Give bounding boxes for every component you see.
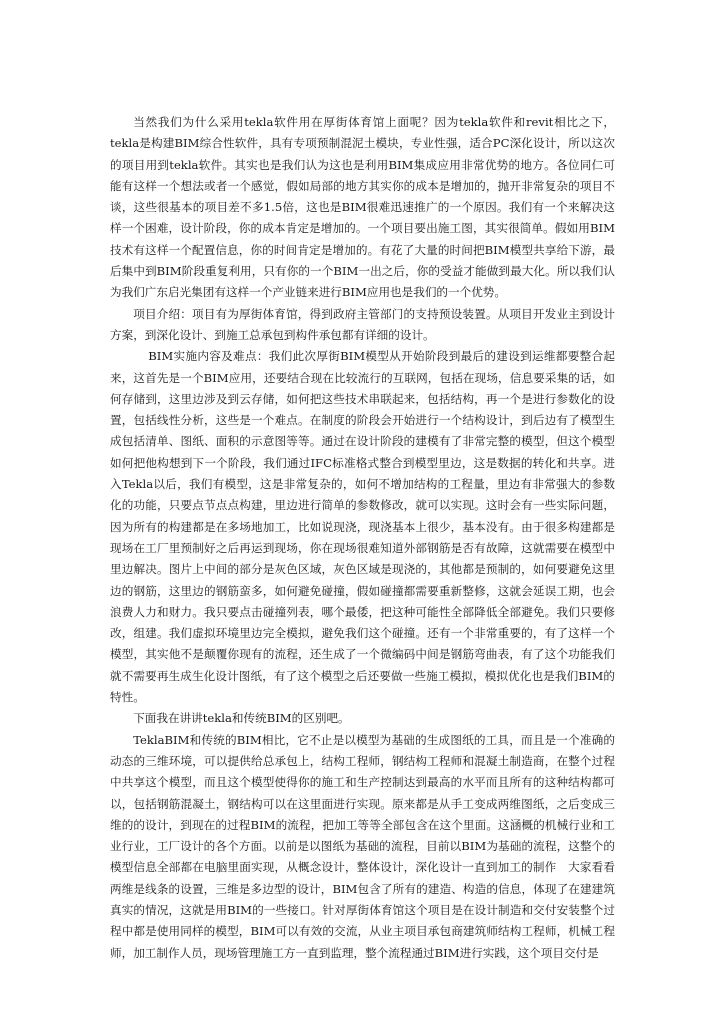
paragraph-project-intro: 项目介绍：项目有为厚街体育馆，得到政府主管部门的支持预设装置。从项目开发业主到设计方案，到深化设计、到施工总承包到构件承包都有详细的设计。	[110, 306, 615, 342]
paragraph-section-transition: 下面我在讲讲tekla和传统BIM的区别吧。	[133, 711, 350, 726]
paragraph-bim-implementation: BIM实施内容及难点：我们此次厚街BIM模型从开始阶段到最后的建设到运维都要整合起来，这首先是一个BIM应用，还要结合现在比较流行的互联网，包括在现场，信息要采集的话，如何存储到，这里边涉及到云存储，如何把这些技术串联起来，包括结构，再一个是进行参数化的设置，包括线性分析，这些是一个难点。在制度的阶段会开始进行一个结构设计，到后边有了模型生成包括清单、图纸、面积的示意图等等。通过在设计阶段的建模有了非常完整的模型，但这个模型如何把他构想到下一个阶段，我们通过IFC标准格式整合到模型里边，这是数据的转化和共享。进入Tekla以后，我们有模型，这是非常复杂的，如何不增加结构的工程量，里边有非常强大的参数化的功能，只要点节点点构建，里边进行简单的参数修改，就可以实现。这时会有一些实际问题，因为所有的构建都是在多场地加工，比如说现浇，现浇基本上很少，基本没有。由于很多构建都是现场在工厂里预制好之后再运到现场，你在现场很难知道外部钢筋是否有故障，这就需要在模型中里边解决。图片上中间的部分是灰色区域，灰色区域是现浇的，其他都是预制的，如何要避免这里边的钢筋，这里边的钢筋蛮多，如何避免碰撞，假如碰撞都需要重新整修，这就会延误工期，也会浪费人力和财力。我只要点击碰撞列表，哪个最倭，把这种可能性全部降低全部避免。我们只要修改，组建。我们虚拟环境里边完全模拟，避免我们这个碰撞。还有一个非常重要的，有了这样一个模型，其实他不是颠覆你现有的流程，还生成了一个微编码中间是钢筋弯曲表，有了这个功能我们就不需要再生成生化设计图纸，有了这个模型之后还要做一些施工模拟，模拟优化也是我们BIM的特性。	[110, 349, 615, 705]
document-page	[110, 112, 615, 964]
paragraph-tekla-vs-revit: 当然我们为什么采用tekla软件用在厚街体育馆上面呢？因为tekla软件和revit相比之下，tekla是构建BIM综合性软件，具有专项预制混泥土模块，专业性强，适合PC深化设计，所以这次的项目用到tekla软件。其实也是我们认为这也是利用BIM集成应用非常优势的地方。各位同仁可能有这样一个想法或者一个感觉，假如局部的地方其实你的成本是增加的，抛开非常复杂的项目不谈，这些很基本的项目差不多1.5倍，这也是BIM很难迅速推广的一个原因。我们有一个来解决这样一个困难，设计阶段，你的成本肯定是增加的。一个项目要出施工图，其实很简单。假如用BIM技术有这样一个配置信息，你的时间肯定是增加的。有花了大量的时间把BIM模型共享给下游，最后集中到BIM阶段重复利用，只有你的一个BIM一出之后，你的受益才能做到最大化。所以我们认为我们广东启光集团有这样一个产业链来进行BIM应用也是我们的一个优势。	[110, 115, 615, 300]
paragraph-tekla-bim-comparison: TeklaBIM和传统的BIM相比，它不止是以模型为基础的生成图纸的工具，而且是一个准确的动态的三维环境，可以提供给总承包上，结构工程师，钢结构工程师和混凝土制造商，在整个过程中共享这个模型，而且这个模型使得你的施工和生产控制达到最高的水平而且所有的这种结构都可以，包括钢筋混凝土，钢结构可以在这里面进行实现。原来都是从手工变成两维图纸，之后变成三维的的设计，到现在的过程BIM的流程，把加工等等全部包含在这个里面。这涵概的机械行业和工业行业，工厂设计的各个方面。以前是以图纸为基础的流程，目前以BIM为基础的流程，这整个的模型信息全部都在电脑里面实现，从概念设计，整体设计，深化设计一直到加工的制作 大家看看两维是线条的设置，三维是多边型的设计，BIM包含了所有的建造、构造的信息，体现了在建建筑真实的情况，这就是用BIM的一些接口。针对厚街体育馆这个项目是在设计制造和交付安装整个过程中都是使用同样的模型，BIM可以有效的交流，从业主项目承包商建筑师结构工程师，机械工程师，加工制作人员，现场管理施工方一直到监理，整个流程通过BIM进行实践，这个项目交付是	[110, 732, 615, 960]
